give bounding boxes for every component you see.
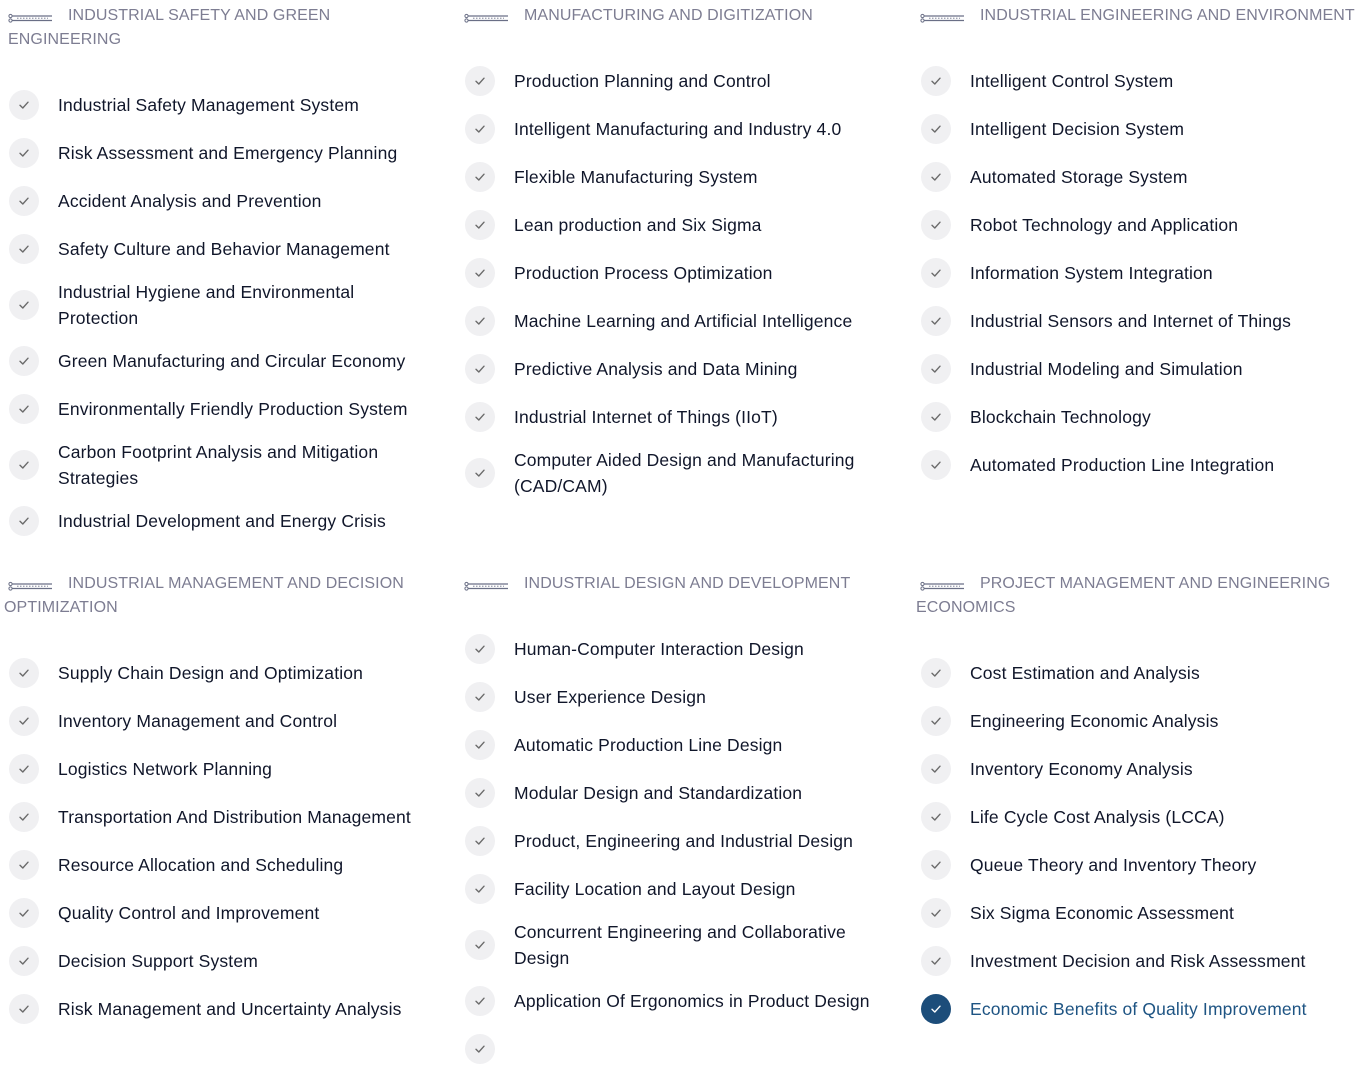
check-icon [9,754,39,784]
topic-item[interactable] [460,625,900,673]
topic-item[interactable] [916,201,1356,249]
topic-label: Application Of Ergonomics in Product Design [514,991,870,1011]
circuit-line-icon [8,576,54,588]
topic-label: Safety Culture and Behavior Management [58,239,390,259]
check-icon [465,778,495,808]
topic-label: Economic Benefits of Quality Improvement [970,999,1307,1019]
check-icon [921,658,951,688]
topic-section [4,4,444,545]
check-icon [9,394,39,424]
topic-label: Machine Learning and Artificial Intelligence [514,311,853,331]
topic-item[interactable] [4,793,444,841]
check-icon [921,946,951,976]
topic-item[interactable] [916,745,1356,793]
section-title-text: MANUFACTURING AND DIGITIZATION [524,7,813,24]
circuit-line-icon [8,8,54,20]
topic-item[interactable] [4,177,444,225]
topic-label: Intelligent Control System [970,71,1174,91]
check-icon [465,66,495,96]
topic-item[interactable] [460,105,900,153]
check-icon [465,930,495,960]
topic-label: Predictive Analysis and Data Mining [514,359,798,379]
topic-label: Modular Design and Standardization [514,783,803,803]
topic-label: Industrial Internet of Things (IIoT) [514,407,778,427]
topic-label: Carbon Footprint Analysis and Mitigation Strategies [58,442,379,488]
check-icon [9,506,39,536]
topic-label: Environmentally Friendly Production System [58,399,408,419]
topic-label: Accident Analysis and Prevention [58,191,322,211]
topic-item[interactable] [916,889,1356,937]
section-title [916,4,1356,28]
topic-item[interactable] [4,497,444,545]
topic-item[interactable] [916,697,1356,745]
circuit-line-icon [920,576,966,588]
check-icon [465,682,495,712]
check-icon [9,850,39,880]
topic-section [916,572,1356,1033]
topic-label: Intelligent Manufacturing and Industry 4.0 [514,119,842,139]
topic-label: Intelligent Decision System [970,119,1185,139]
section-title [4,4,444,52]
check-icon [921,66,951,96]
topic-label: Logistics Network Planning [58,759,273,779]
topic-item[interactable] [4,385,444,433]
check-icon [9,234,39,264]
topic-item[interactable] [460,1025,900,1073]
check-icon [465,874,495,904]
topic-label: Supply Chain Design and Optimization [58,663,364,683]
topic-label: Green Manufacturing and Circular Economy [58,351,406,371]
topic-item[interactable] [4,841,444,889]
check-icon [9,994,39,1024]
topic-item[interactable] [916,105,1356,153]
check-icon [921,994,951,1024]
check-icon [9,658,39,688]
topic-label: Production Planning and Control [514,71,771,91]
check-icon [9,90,39,120]
topic-label: User Experience Design [514,687,706,707]
topic-item[interactable] [4,81,444,129]
check-icon [921,258,951,288]
topic-item[interactable] [4,697,444,745]
circuit-line-icon [920,8,966,20]
topic-label: Transportation And Distribution Management [58,807,411,827]
check-icon [921,802,951,832]
topic-item[interactable] [4,433,444,497]
check-icon [465,1034,495,1064]
check-icon [9,706,39,736]
topic-label: Life Cycle Cost Analysis (LCCA) [970,807,1225,827]
topic-item[interactable] [460,769,900,817]
topic-label: Industrial Hygiene and Environmental Protection [58,282,355,328]
topic-item[interactable] [4,985,444,1033]
check-icon [921,354,951,384]
topic-label: Decision Support System [58,951,258,971]
check-icon [921,402,951,432]
topic-item[interactable] [4,225,444,273]
check-icon [465,354,495,384]
check-icon [465,210,495,240]
check-icon [921,850,951,880]
check-icon [465,826,495,856]
check-icon [9,450,39,480]
topic-item[interactable] [460,345,900,393]
topic-item[interactable] [4,937,444,985]
topic-label: Industrial Safety Management System [58,95,359,115]
topic-item[interactable] [916,649,1356,697]
topic-item[interactable] [4,649,444,697]
topic-item[interactable] [916,297,1356,345]
topic-label: Production Process Optimization [514,263,773,283]
topic-label: Human-Computer Interaction Design [514,639,804,659]
topic-item[interactable] [916,249,1356,297]
section-title-text: INDUSTRIAL DESIGN AND DEVELOPMENT [524,575,851,592]
check-icon [9,898,39,928]
topic-label: Investment Decision and Risk Assessment [970,951,1306,971]
circuit-line-icon [464,8,510,20]
topic-label: Inventory Economy Analysis [970,759,1193,779]
topic-label: Resource Allocation and Scheduling [58,855,344,875]
topic-label: Facility Location and Layout Design [514,879,796,899]
check-icon [921,210,951,240]
topic-list [916,649,1356,1033]
topic-item[interactable] [460,721,900,769]
check-icon [9,290,39,320]
section-title [460,4,900,28]
topic-label: Computer Aided Design and Manufacturing (CAD/CAM) [514,450,855,496]
topic-item[interactable] [460,393,900,441]
topic-label: Product, Engineering and Industrial Design [514,831,854,851]
topic-label: Automated Storage System [970,167,1188,187]
topic-section [4,572,444,1033]
check-icon [9,346,39,376]
check-icon [465,162,495,192]
topic-list [916,57,1356,489]
topic-label: Concurrent Engineering and Collaborative Design [514,922,846,968]
topic-item[interactable] [916,937,1356,985]
topic-section [460,572,900,1073]
topic-list [460,625,900,1073]
topic-label: Inventory Management and Control [58,711,338,731]
check-icon [9,946,39,976]
topic-item[interactable] [460,297,900,345]
topic-item[interactable] [916,441,1356,489]
topic-list [4,81,444,545]
check-icon [921,898,951,928]
topic-label: Queue Theory and Inventory Theory [970,855,1257,875]
topic-label: Blockchain Technology [970,407,1151,427]
topic-label: Robot Technology and Application [970,215,1239,235]
topic-label: Engineering Economic Analysis [970,711,1219,731]
topic-label: Industrial Modeling and Simulation [970,359,1243,379]
topic-item[interactable] [4,273,444,337]
topic-label: Lean production and Six Sigma [514,215,762,235]
check-icon [465,986,495,1016]
check-icon [9,186,39,216]
topic-item[interactable] [916,345,1356,393]
topic-item[interactable] [460,441,900,505]
topic-label: Risk Management and Uncertainty Analysis [58,999,402,1019]
check-icon [465,458,495,488]
topic-label: Cost Estimation and Analysis [970,663,1200,683]
topic-label: Industrial Development and Energy Crisis [58,511,386,531]
section-title [460,572,900,596]
topic-label: Quality Control and Improvement [58,903,320,923]
topic-item[interactable] [4,745,444,793]
topic-item[interactable] [4,337,444,385]
topic-section [916,4,1356,489]
section-title [916,572,1336,620]
topic-item[interactable] [460,865,900,913]
topic-label: Automated Production Line Integration [970,455,1275,475]
topic-section [460,4,900,505]
topic-item[interactable] [4,129,444,177]
check-icon [465,634,495,664]
topic-item[interactable] [916,841,1356,889]
topic-item[interactable] [460,249,900,297]
section-title-text: INDUSTRIAL MANAGEMENT AND DECISION OPTIMIZATION [4,575,404,616]
topic-item[interactable] [916,985,1356,1033]
topic-list [4,649,444,1033]
check-icon [465,306,495,336]
topic-label: Six Sigma Economic Assessment [970,903,1235,923]
topic-item[interactable] [4,889,444,937]
topic-item[interactable] [916,153,1356,201]
section-title-text: PROJECT MANAGEMENT AND ENGINEERING ECONOMICS [916,575,1331,616]
topic-label: Information System Integration [970,263,1213,283]
topic-item[interactable] [916,57,1356,105]
circuit-line-icon [464,576,510,588]
check-icon [9,138,39,168]
check-icon [921,306,951,336]
topic-item[interactable] [916,793,1356,841]
topic-list [460,57,900,505]
check-icon [465,258,495,288]
topic-item[interactable] [460,817,900,865]
check-icon [465,114,495,144]
topic-label: Flexible Manufacturing System [514,167,758,187]
topic-item[interactable] [460,673,900,721]
topic-item[interactable] [460,57,900,105]
topic-item[interactable] [460,977,900,1025]
check-icon [921,114,951,144]
topic-label: Automatic Production Line Design [514,735,783,755]
topic-item[interactable] [460,153,900,201]
section-title-text: INDUSTRIAL ENGINEERING AND ENVIRONMENT [980,7,1355,24]
topic-item[interactable] [460,201,900,249]
check-icon [921,450,951,480]
check-icon [9,802,39,832]
check-icon [921,706,951,736]
check-icon [465,730,495,760]
section-title-text: INDUSTRIAL SAFETY AND GREEN ENGINEERING [8,7,331,48]
topic-item[interactable] [916,393,1356,441]
topic-label: Risk Assessment and Emergency Planning [58,143,398,163]
section-title [4,572,424,620]
check-icon [921,754,951,784]
check-icon [921,162,951,192]
check-icon [465,402,495,432]
topic-item[interactable] [460,913,900,977]
topic-label: Industrial Sensors and Internet of Things [970,311,1292,331]
